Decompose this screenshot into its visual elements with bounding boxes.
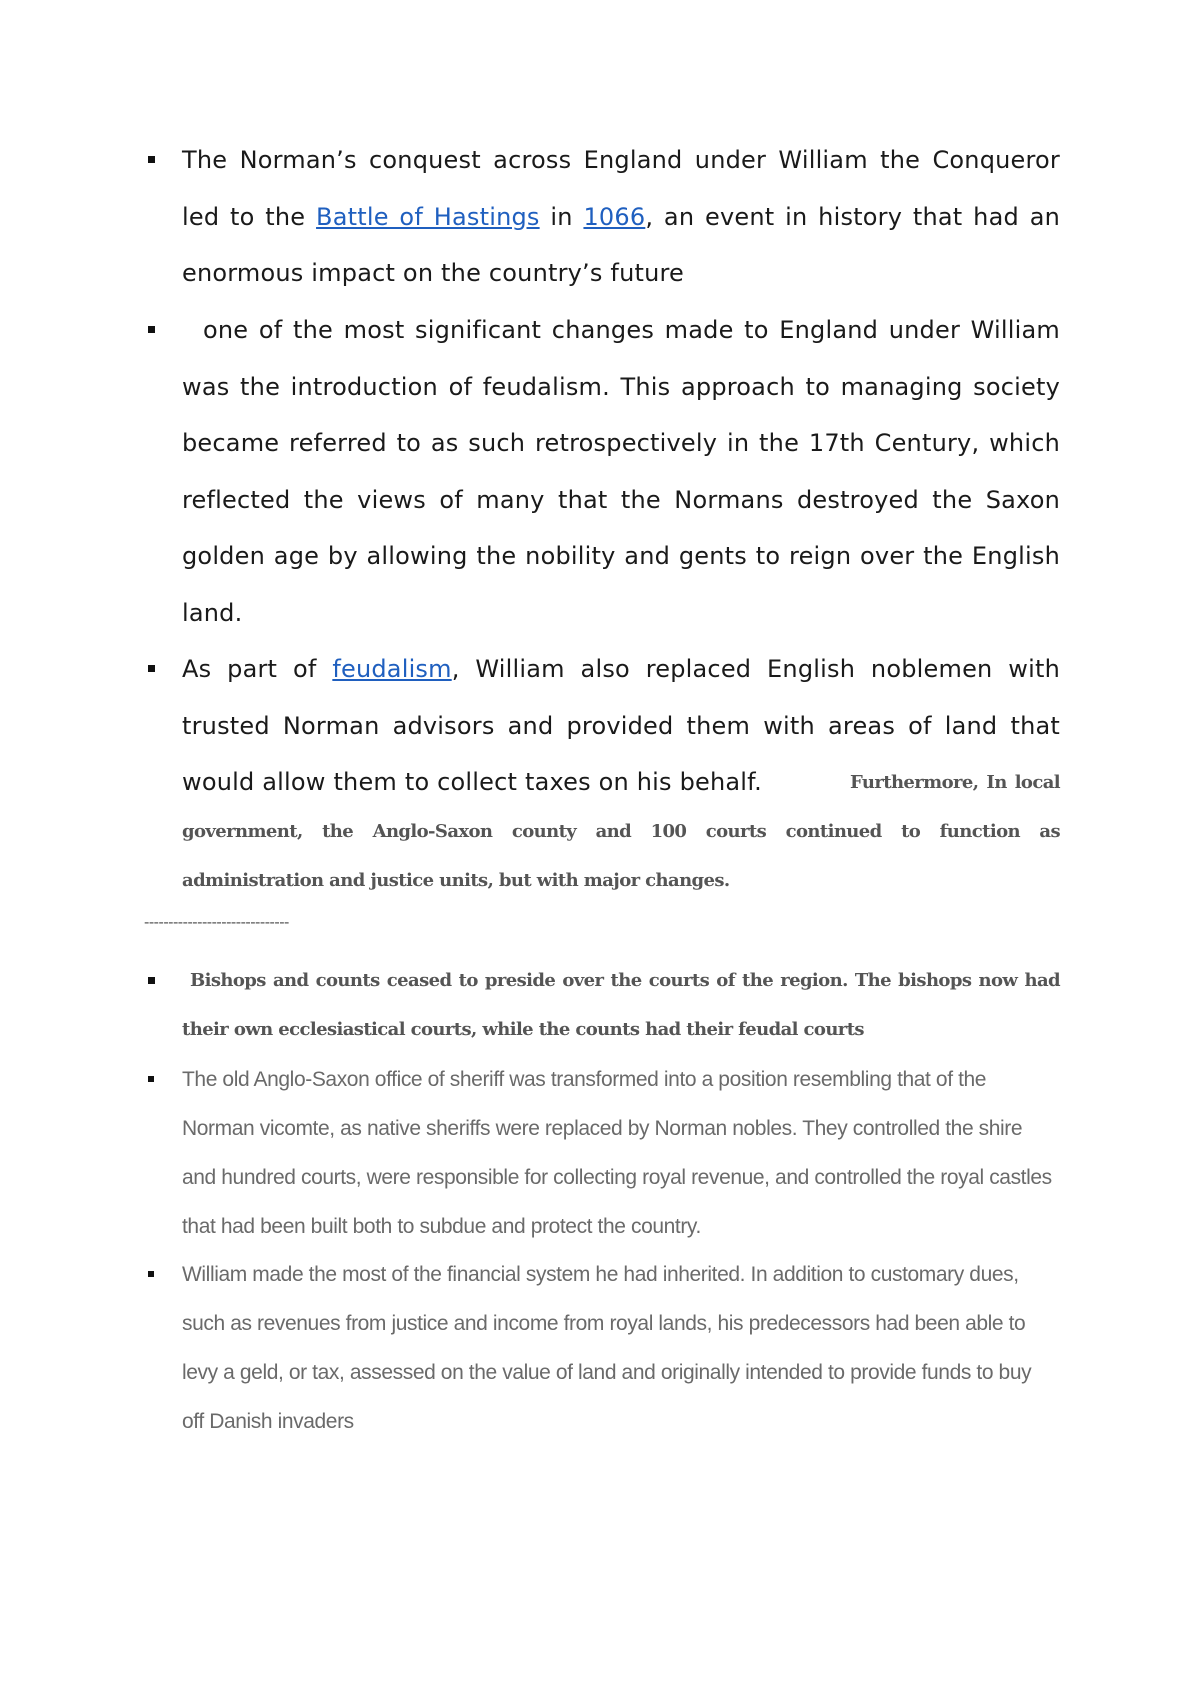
bullet-marker bbox=[148, 1271, 154, 1277]
paragraph-text: , an event in history that had an enormous impact on the country’s future bbox=[182, 202, 1061, 287]
year-1066-link[interactable]: 1066 bbox=[583, 202, 646, 231]
feudalism-link[interactable]: feudalism bbox=[332, 655, 452, 683]
bullet-paragraph-3-serif bbox=[182, 758, 1060, 905]
bullet-marker bbox=[148, 1076, 154, 1082]
bullet-marker bbox=[148, 156, 155, 163]
bullet-paragraph-1 bbox=[182, 132, 1060, 302]
bullet-paragraph-2 bbox=[182, 302, 1060, 641]
paragraph-text: Bishops and counts ceased to preside over the courts of the region. The bishops now had their own ecclesiastical courts, while the counts had their feudal courts bbox=[182, 970, 1060, 1040]
bullet-marker bbox=[148, 977, 155, 984]
battle-of-hastings-link[interactable]: Battle of Hastings bbox=[316, 202, 540, 231]
bullet-paragraph-5 bbox=[182, 1055, 1052, 1251]
paragraph-serif-text: Furthermore, In local government, the Anglo-Saxon county and 100 courts continued to function as administration and justice units, but with major changes. bbox=[182, 772, 1060, 891]
bullet-paragraph-6 bbox=[182, 1250, 1052, 1446]
paragraph-text: , William also replaced English noblemen with trusted Norman advisors and provided them with areas of land that would allow them to collect taxes on his behalf. bbox=[182, 655, 1060, 796]
bullet-marker bbox=[148, 665, 155, 672]
paragraph-text: in bbox=[539, 202, 584, 231]
separator-line: ------------------------------ bbox=[144, 914, 289, 931]
paragraph-text: one of the most significant changes made to England under William was the introduction of feudalism. This approach to managing society became referred to as such retrospectively in the 17th Century, which reflected the views of many that the Normans destroyed the Saxon golden age by allowing the nobility and gents to reign over the English land. bbox=[182, 316, 1060, 627]
paragraph-text: William made the most of the financial system he had inherited. In addition to customary dues, such as revenues from justice and income from royal lands, his predecessors had been able to levy a geld, or tax, assessed on the value of land and originally intended to provide funds to buy off Danish invaders bbox=[182, 1263, 1032, 1433]
paragraph-text: The Norman’s conquest across England under William the Conqueror led to the bbox=[182, 146, 1060, 231]
paragraph-text: The old Anglo-Saxon office of sheriff was transformed into a position resembling that of the Norman vicomte, as native sheriffs were replaced by Norman nobles. They controlled the shire and hundred courts, were responsible for collecting royal revenue, and controlled the royal castles that had been built both to subdue and protect the country. bbox=[182, 1068, 1052, 1238]
bullet-marker bbox=[148, 326, 155, 333]
bullet-paragraph-4 bbox=[182, 956, 1060, 1054]
paragraph-text: As part of bbox=[182, 655, 333, 683]
